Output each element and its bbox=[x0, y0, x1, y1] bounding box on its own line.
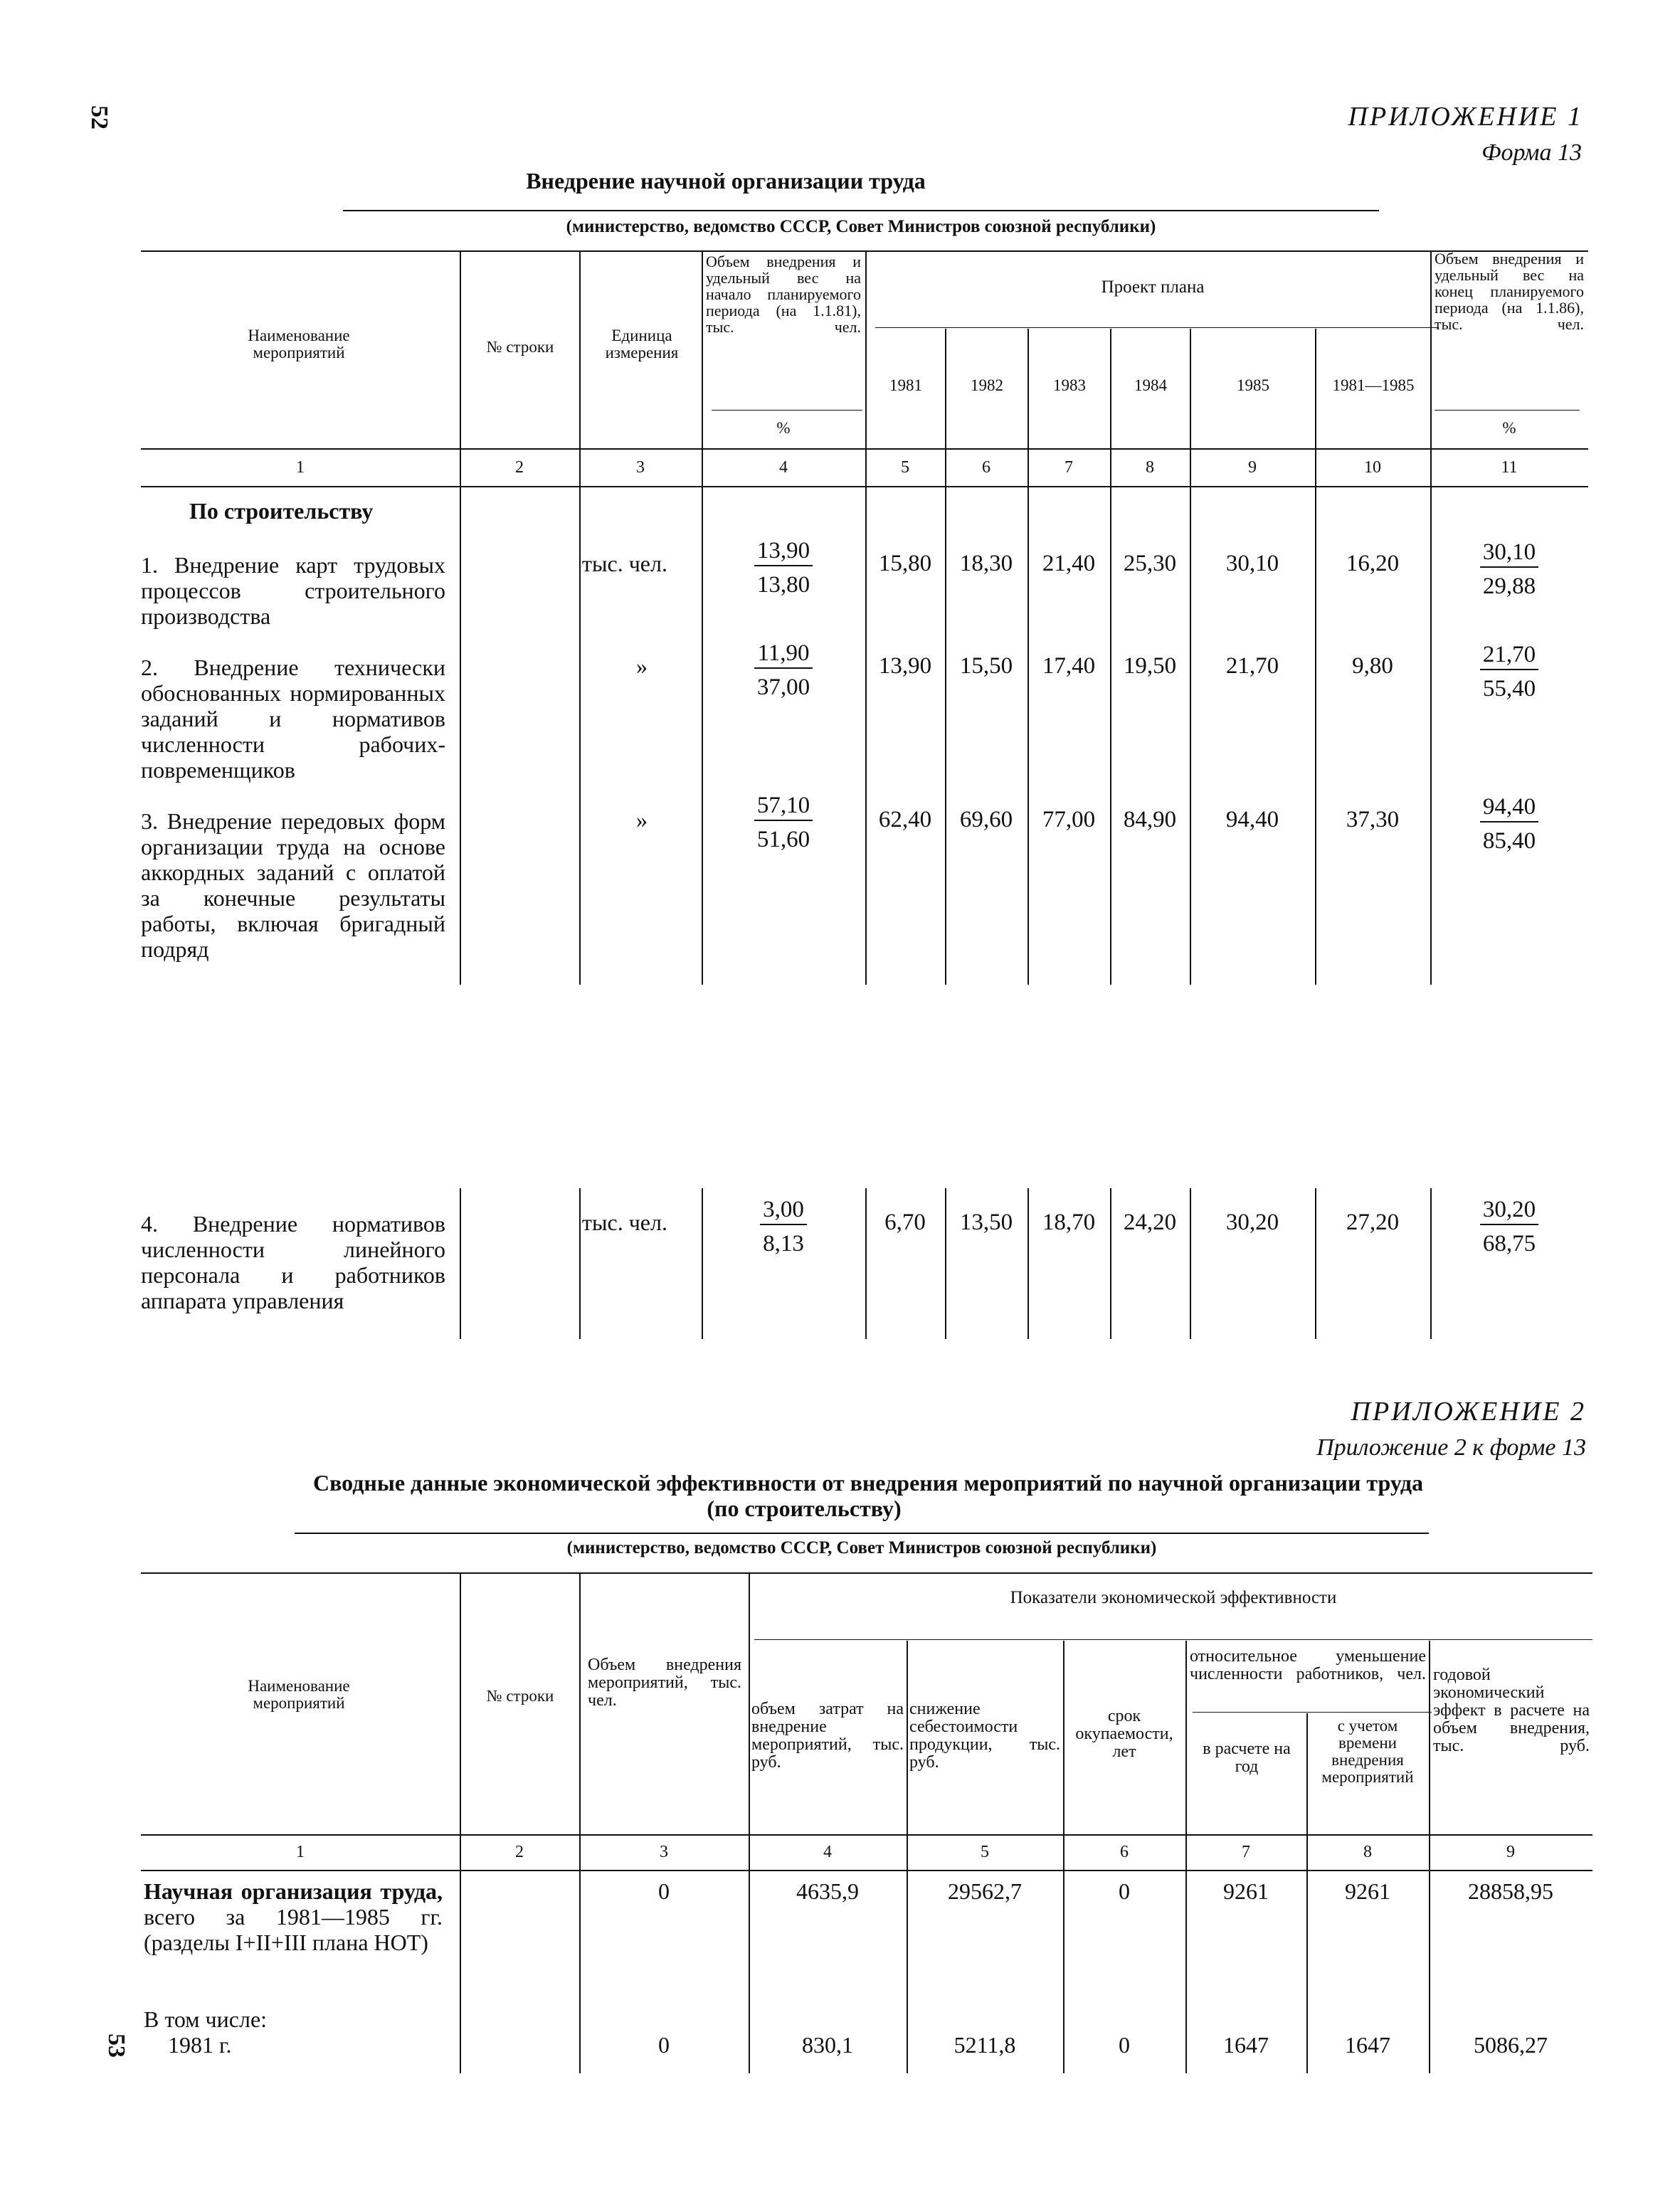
row-total: 27,20 bbox=[1346, 1210, 1400, 1235]
header-payback: срок окупаемости, лет bbox=[1075, 1707, 1173, 1761]
row-payback: 0 bbox=[1119, 1878, 1130, 1904]
row-1982: 13,50 bbox=[959, 1210, 1013, 1235]
header-indicators: Показатели экономической эффективности bbox=[1010, 1588, 1337, 1607]
col-number: 6 bbox=[1120, 1843, 1129, 1861]
row-name-prefix: В том числе: bbox=[144, 2006, 268, 2032]
row-with-time: 9261 bbox=[1345, 1878, 1390, 1904]
col-number: 3 bbox=[636, 458, 645, 477]
header-start-volume: Объем внедрения и удельный вес на начало планируемого периода (на 1.1.81), тыс. чел. bbox=[706, 253, 861, 336]
row-costs: 830,1 bbox=[802, 2032, 853, 2058]
row-1981: 6,70 bbox=[884, 1210, 926, 1235]
row-costs: 4635,9 bbox=[796, 1878, 859, 1904]
col-number: 5 bbox=[981, 1843, 989, 1861]
appendix2-subtitle: (министерство, ведомство СССР, Совет Министров союзной республики) bbox=[566, 1538, 1157, 1557]
row-1983: 18,70 bbox=[1042, 1210, 1096, 1235]
header-volume: Объем внедрения мероприятий, тыс. чел. bbox=[588, 1656, 741, 1710]
row-end-value: $\frac{30,10}{29,88}$ bbox=[1430, 538, 1588, 601]
col-number: 4 bbox=[779, 458, 788, 477]
header-with-time: с учетом времени внедрения мероприятий bbox=[1321, 1717, 1414, 1786]
row-cost-reduction: 5211,8 bbox=[953, 2032, 1016, 2058]
row-per-year: 9261 bbox=[1223, 1878, 1269, 1904]
header-year-1985: 1985 bbox=[1237, 376, 1269, 394]
row-start-value: $\frac{13,90}{13,80}$ bbox=[702, 536, 865, 599]
header-year-1982: 1982 bbox=[971, 376, 1003, 394]
row-annual: 28858,95 bbox=[1468, 1878, 1553, 1904]
header-annual-effect: годовой экономический эффект в расчете на объем внедрения, тыс. руб. bbox=[1433, 1666, 1590, 1755]
row-per-year: 1647 bbox=[1223, 2032, 1269, 2058]
col-number: 9 bbox=[1248, 458, 1257, 477]
header-unit: Единица измерения bbox=[605, 327, 679, 361]
row-unit: » bbox=[636, 653, 648, 679]
col-number: 1 bbox=[296, 458, 305, 477]
page-number-bottom: 53 bbox=[103, 2033, 130, 2058]
col-number: 10 bbox=[1364, 458, 1381, 477]
header-start-pct: % bbox=[776, 419, 791, 437]
appendix2-label: ПРИЛОЖЕНИЕ 2 bbox=[1351, 1397, 1586, 1427]
row-1983: 21,40 bbox=[1042, 551, 1096, 576]
header-year-total: 1981—1985 bbox=[1332, 376, 1415, 394]
row-1984: 84,90 bbox=[1123, 807, 1177, 832]
row-1985: 94,40 bbox=[1225, 807, 1279, 832]
header-per-year: в расчете на год bbox=[1203, 1740, 1291, 1776]
row-name: 3. Внедрение передовых форм организации труда на основе аккордных заданий с оплатой за конечные результаты работы, включая бригадный подряд bbox=[141, 808, 445, 962]
appendix1-form: Форма 13 bbox=[1481, 139, 1582, 166]
row-annual: 5086,27 bbox=[1474, 2032, 1548, 2058]
row-1981: 15,80 bbox=[878, 551, 932, 576]
row-1984: 25,30 bbox=[1123, 551, 1177, 576]
row-unit: тыс. чел. bbox=[582, 551, 667, 576]
row-1981: 62,40 bbox=[878, 807, 932, 832]
row-name: Научная организация труда, всего за 1981—1985 гг. (разделы I+II+III плана НОТ) bbox=[144, 1878, 443, 1955]
col-number: 7 bbox=[1242, 1843, 1250, 1861]
row-1982: 69,60 bbox=[959, 807, 1013, 832]
section-title: По строительству bbox=[189, 498, 374, 524]
header-year-1984: 1984 bbox=[1134, 376, 1167, 394]
col-number: 3 bbox=[660, 1843, 668, 1861]
col-number: 9 bbox=[1506, 1843, 1515, 1861]
col-number: 2 bbox=[515, 1843, 524, 1861]
row-1982: 15,50 bbox=[959, 653, 1013, 679]
row-name: 2. Внедрение технически обоснованных нормированных заданий и нормативов численности рабочих-повременщиков bbox=[141, 655, 445, 783]
row-1984: 24,20 bbox=[1123, 1210, 1177, 1235]
row-1983: 77,00 bbox=[1042, 807, 1096, 832]
row-1983: 17,40 bbox=[1042, 653, 1096, 679]
row-total: 16,20 bbox=[1346, 551, 1400, 576]
header-year-1981: 1981 bbox=[889, 376, 922, 394]
header-name: Наименование мероприятий bbox=[248, 1677, 350, 1712]
header-row-no: № строки bbox=[486, 1687, 554, 1705]
col-number: 8 bbox=[1363, 1843, 1372, 1861]
row-1985: 30,10 bbox=[1225, 551, 1279, 576]
col-number: 1 bbox=[296, 1843, 305, 1861]
header-name: Наименование мероприятий bbox=[248, 327, 350, 361]
appendix2-title: Сводные данные экономической эффективности от внедрения мероприятий по научной организации труда bbox=[312, 1470, 1424, 1496]
col-number: 4 bbox=[823, 1843, 832, 1861]
row-1985: 21,70 bbox=[1225, 653, 1279, 679]
row-cost-reduction: 29562,7 bbox=[948, 1878, 1022, 1904]
row-with-time: 1647 bbox=[1345, 2032, 1390, 2058]
row-total: 9,80 bbox=[1352, 653, 1393, 679]
row-volume: 0 bbox=[658, 1878, 670, 1904]
appendix2-form: Приложение 2 к форме 13 bbox=[1316, 1434, 1586, 1461]
header-relative-reduction: относительное уменьшение численности работников, чел. bbox=[1190, 1647, 1426, 1683]
row-total: 37,30 bbox=[1346, 807, 1400, 832]
row-volume: 0 bbox=[658, 2032, 670, 2058]
header-end-pct: % bbox=[1502, 419, 1516, 437]
appendix2-title-line2: (по строительству) bbox=[707, 1496, 902, 1521]
appendix1-label: ПРИЛОЖЕНИЕ 1 bbox=[1348, 102, 1583, 132]
header-costs: объем затрат на внедрение мероприятий, тыс. руб. bbox=[751, 1700, 904, 1772]
row-name: 1. Внедрение карт трудовых процессов строительного производства bbox=[141, 552, 445, 629]
col-number: 5 bbox=[901, 458, 909, 477]
col-number: 2 bbox=[515, 458, 524, 477]
row-1981: 13,90 bbox=[878, 653, 932, 679]
row-unit: тыс. чел. bbox=[582, 1210, 667, 1235]
col-number: 11 bbox=[1501, 458, 1518, 477]
header-year-1983: 1983 bbox=[1053, 376, 1086, 394]
col-number: 7 bbox=[1064, 458, 1073, 477]
header-plan: Проект плана bbox=[1101, 277, 1205, 297]
row-1982: 18,30 bbox=[959, 551, 1013, 576]
header-row-no: № строки bbox=[486, 338, 554, 356]
row-1985: 30,20 bbox=[1225, 1210, 1279, 1235]
row-name: 4. Внедрение нормативов численности линейного персонала и работников аппарата управления bbox=[141, 1211, 445, 1313]
appendix1-title: Внедрение научной организации труда bbox=[526, 168, 926, 194]
row-end-value: $\frac{30,20}{68,75}$ bbox=[1430, 1195, 1588, 1258]
row-name: 1981 г. bbox=[168, 2032, 232, 2058]
row-payback: 0 bbox=[1119, 2032, 1130, 2058]
col-number: 8 bbox=[1146, 458, 1154, 477]
row-unit: » bbox=[636, 807, 648, 832]
row-end-value: $\frac{94,40}{85,40}$ bbox=[1430, 793, 1588, 855]
header-end-volume: Объем внедрения и удельный вес на конец планируемого периода (на 1.1.86), тыс. чел. bbox=[1435, 250, 1584, 333]
col-number: 6 bbox=[982, 458, 990, 477]
header-cost-reduction: снижение себестоимости продукции, тыс. руб. bbox=[909, 1700, 1060, 1772]
appendix1-subtitle: (министерство, ведомство СССР, Совет Министров союзной республики) bbox=[566, 217, 1156, 236]
row-start-value: $\frac{11,90}{37,00}$ bbox=[702, 639, 865, 702]
row-start-value: $\frac{3,00}{8,13}$ bbox=[702, 1195, 865, 1258]
row-start-value: $\frac{57,10}{51,60}$ bbox=[702, 791, 865, 854]
row-1984: 19,50 bbox=[1123, 653, 1177, 679]
row-end-value: $\frac{21,70}{55,40}$ bbox=[1430, 640, 1588, 703]
page-number-top: 52 bbox=[86, 105, 112, 129]
